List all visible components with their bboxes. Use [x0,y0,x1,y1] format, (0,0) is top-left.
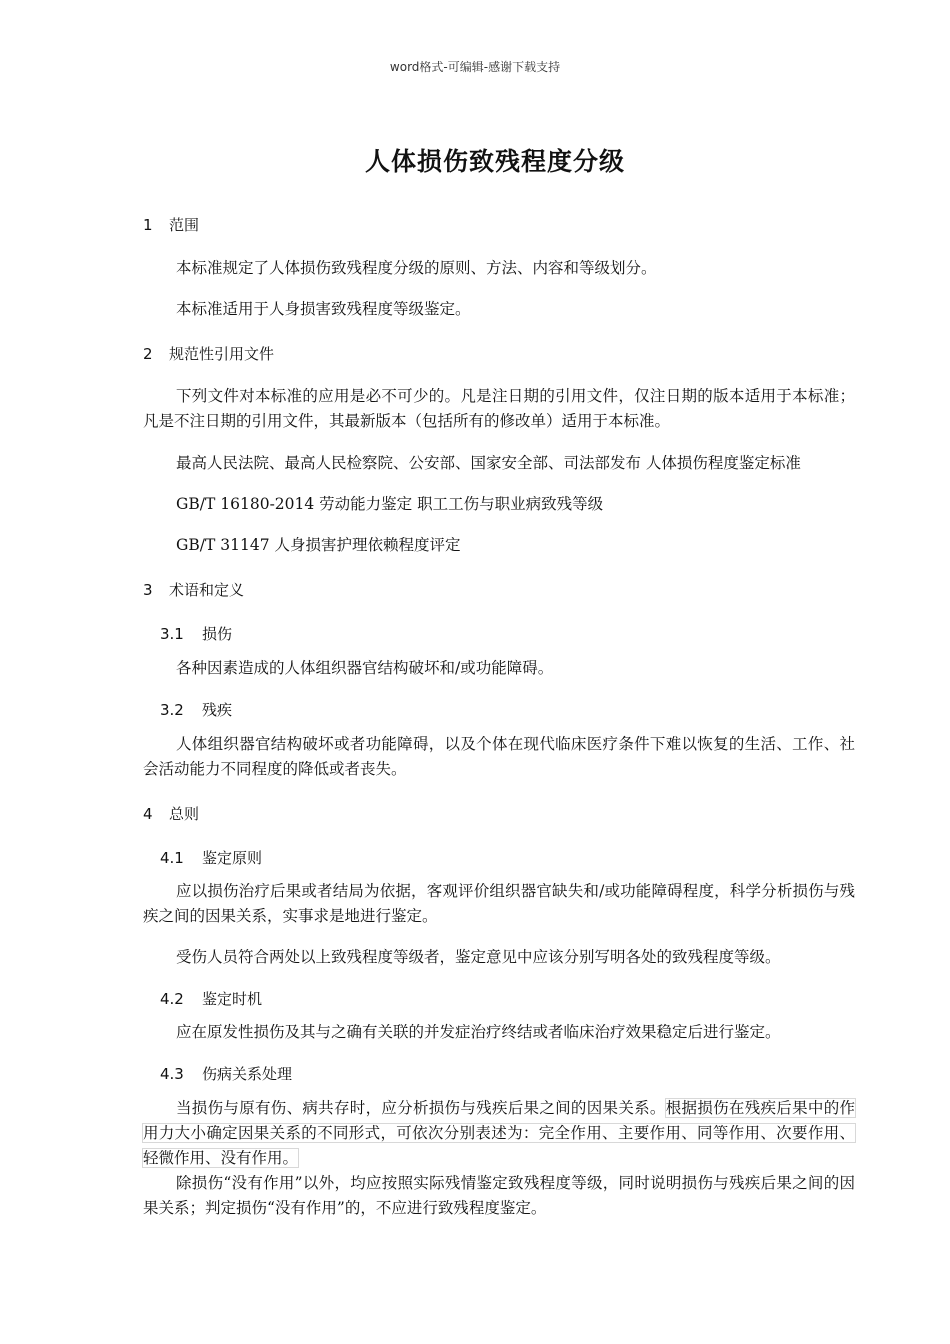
section-title: 术语和定义 [169,581,245,599]
section-title: 总则 [169,805,200,823]
subsection-title: 伤病关系处理 [202,1065,293,1083]
paragraph: 各种因素造成的人体组织器官结构破坏和/或功能障碍。 [176,659,554,677]
section-number: 3 [143,581,153,599]
paragraph: 应以损伤治疗后果或者结局为依据，客观评价组织器官缺失和/或功能障碍程度，科学分析损伤与残疾之间的因果关系，实事求是地进行鉴定。 [143,882,855,925]
section-number: 1 [143,216,153,234]
reference-item: 最高人民法院、最高人民检察院、公安部、国家安全部、司法部发布 人体损伤程度鉴定标准 [176,454,801,472]
section-heading-1 [143,214,199,235]
section-heading-2 [143,343,274,364]
subsection-number: 3.1 [160,625,184,643]
subsection-title: 损伤 [202,625,233,643]
reference-item: GB/T 16180-2014 劳动能力鉴定 职工工伤与职业病致残等级 [176,495,604,513]
subsection-title: 残疾 [202,701,233,719]
section-number: 2 [143,345,153,363]
subsection-number: 4.1 [160,849,184,867]
subsection-title: 鉴定原则 [202,849,263,867]
paragraph: 人体组织器官结构破坏或者功能障碍，以及个体在现代临床医疗条件下难以恢复的生活、工作、社会活动能力不同程度的降低或者丧失。 [143,735,855,778]
paragraph: 受伤人员符合两处以上致残程度等级者，鉴定意见中应该分别写明各处的致残程度等级。 [176,948,781,966]
subsection-number: 4.3 [160,1065,184,1083]
paragraph: 下列文件对本标准的应用是必不可少的。凡是注日期的引用文件，仅注日期的版本适用于本标准；凡是不注日期的引用文件，其最新版本（包括所有的修改单）适用于本标准。 [143,387,855,430]
subsection-heading-4-2 [160,988,262,1009]
section-heading-3 [143,579,244,600]
subsection-number: 4.2 [160,990,184,1008]
subsection-heading-4-3 [160,1063,292,1084]
subsection-heading-3-2 [160,699,232,720]
section-title: 规范性引用文件 [169,345,275,363]
subsection-title: 鉴定时机 [202,990,263,1008]
subsection-number: 3.2 [160,701,184,719]
paragraph: 本标准适用于人身损害致残程度等级鉴定。 [176,300,471,318]
document-title: 人体损伤致残程度分级 [364,147,625,176]
header-note: word格式-可编辑-感谢下载支持 [389,60,561,74]
paragraph-part-highlighted: 根据损伤在残疾后果中的作用力大小确定因果关系的不同形式，可依次分别表述为：完全作用、主要作用、同等作用、次要作用、轻微作用、没有作用。 [143,1099,855,1167]
subsection-heading-4-1 [160,847,262,868]
section-heading-4 [143,803,199,824]
paragraph: 除损伤“没有作用”以外，均应按照实际残情鉴定致残程度等级，同时说明损伤与残疾后果之间的因果关系；判定损伤“没有作用”的，不应进行致残程度鉴定。 [143,1174,855,1217]
section-title: 范围 [169,216,200,234]
paragraph: 应在原发性损伤及其与之确有关联的并发症治疗终结或者临床治疗效果稳定后进行鉴定。 [176,1023,781,1041]
section-number: 4 [143,805,153,823]
subsection-heading-3-1 [160,623,232,644]
paragraph [143,1096,855,1171]
paragraph: 本标准规定了人体损伤致残程度分级的原则、方法、内容和等级划分。 [176,259,657,277]
paragraph-part: 当损伤与原有伤、病共存时，应分析损伤与残疾后果之间的因果关系。 [176,1099,666,1117]
reference-item: GB/T 31147 人身损害护理依赖程度评定 [176,536,461,554]
